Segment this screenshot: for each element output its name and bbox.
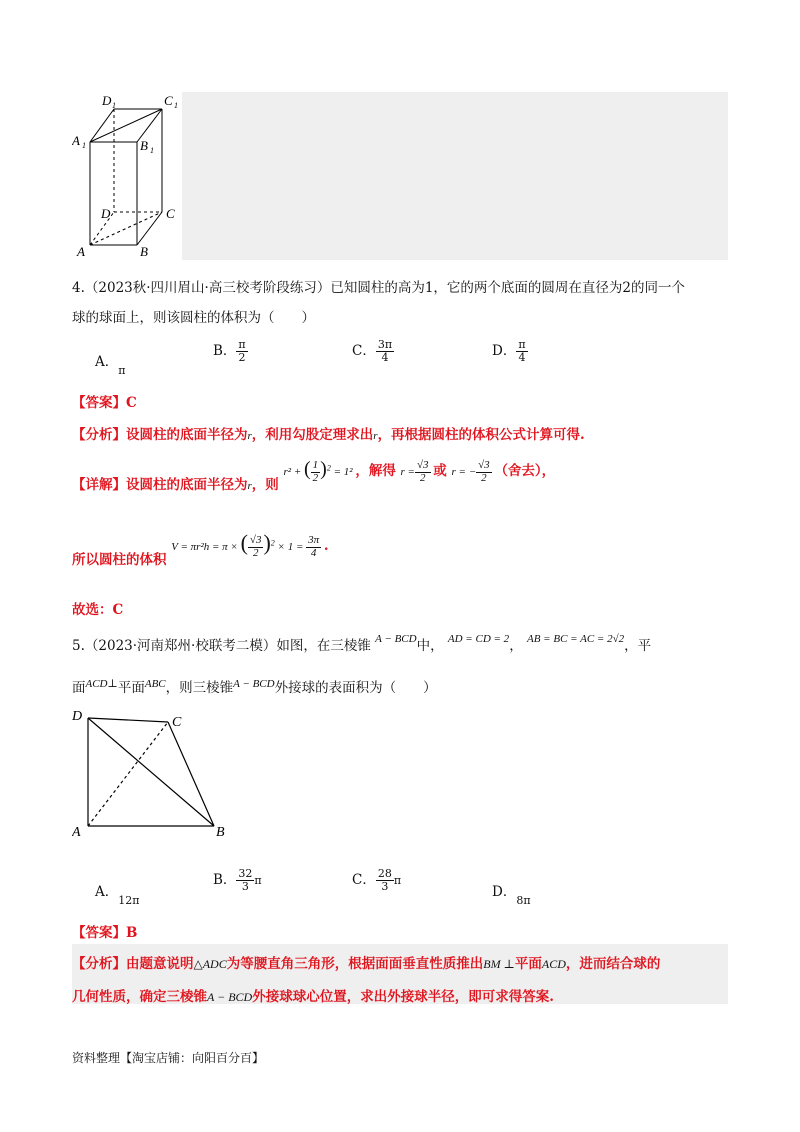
q5-analysis-line2: 几何性质，确定三棱锥A − BCD外接球球心位置，求出外接球半径，即可求得答案. <box>72 989 554 1005</box>
q5-analysis-line1: 【分析】由题意说明△ADC为等腰直角三角形，根据面面垂直性质推出BM ⊥平面ACD，进而结合球的 <box>72 956 661 972</box>
q4-line1 <box>72 282 685 296</box>
label-D: D <box>72 709 83 724</box>
q5-answer: 【答案】B <box>72 925 138 941</box>
tetrahedron-svg <box>72 704 242 844</box>
q4-line2: 球的球面上，则该圆柱的体积为（ ） <box>72 310 315 326</box>
label-A1-sub: 1 <box>82 141 86 150</box>
q4-stem-line1: 已知圆柱的高为1，它的两个底面的圆周在直径为2的同一个 <box>330 280 686 296</box>
q4-root-negative: r = − $\frac{√3}{2}$ <box>451 459 490 484</box>
q5-line1: 5.（2023·河南郑州·校联考二模）如图，在三棱锥 $^{A - BCD}$中， $^{AD = CD = 2}$， $^{AB = BC = AC = 2√2}$，平 <box>72 633 652 654</box>
q4-option-c[interactable]: C． $\frac{3\pi}{4}$ <box>352 338 393 364</box>
label-A: A <box>77 244 85 259</box>
q5-option-a[interactable]: A．$_{12\pi}$ <box>95 884 140 907</box>
label-A1: A <box>72 133 80 148</box>
label-B1-sub: 1 <box>150 146 154 155</box>
label-D1-sub: 1 <box>112 101 116 110</box>
label-D: D <box>101 206 111 221</box>
q4-option-d[interactable]: D． $\frac{\pi}{4}$ <box>492 338 526 364</box>
prism-svg <box>72 92 182 260</box>
label-A: A <box>72 825 81 840</box>
q4-equation: r² + ( $\frac{1}{2}$ )$^2$ = 1² <box>283 458 353 484</box>
figure-tetrahedron <box>72 704 242 844</box>
q4-analysis: 【分析】设圆柱的底面半径为r，利用勾股定理求出r，再根据圆柱的体积公式计算可得. <box>72 427 585 443</box>
label-B: B <box>216 825 225 840</box>
q4-number: 4. <box>72 280 85 296</box>
q5-option-b[interactable]: B． $\frac{32}{3}$ π <box>213 867 262 893</box>
label-C: C <box>172 715 182 730</box>
q4-volume-formula: V = πr²h = π × ( $\frac{√3}{2}$ )$^2$ × 1 = $\frac{3\pi}{4}$ <box>171 530 320 559</box>
label-C: C <box>166 206 175 221</box>
figure-prism <box>72 92 182 260</box>
label-B1: B <box>140 138 148 153</box>
q4-answer: 【答案】C <box>72 395 137 411</box>
q4-root-positive: r = $\frac{√3}{2}$ <box>400 459 429 484</box>
q4-detail: 【详解】设圆柱的底面半径为$_r$，则 r² + ( $\frac{1}{2}$ )$^2$ = 1² ，解得 r = $\frac{√3}{2}$ 或 r = − $\frac{√3}{2}$ （舍去）， <box>72 458 556 493</box>
label-C1-sub: 1 <box>174 101 178 110</box>
q5-line2: 面$^{ACD\perp}$平面$^{ABC}$，则三棱锥$^{A - BCD}$外接球的表面积为（ ） <box>72 678 437 696</box>
q4-choice: 故选：C <box>72 602 124 618</box>
q4-option-b[interactable]: B． $\frac{\pi}{2}$ <box>213 338 246 364</box>
q4-option-a[interactable]: A．$_\pi$ <box>95 354 126 377</box>
q4-volume: 所以圆柱的体积 V = πr²h = π × ( $\frac{√3}{2}$ )$^2$ × 1 = $\frac{3\pi}{4}$ . <box>72 530 329 568</box>
label-C1: C <box>164 93 173 108</box>
label-D1: D <box>102 93 112 108</box>
q4-source: （2023秋·四川眉山·高三校考阶段练习） <box>84 280 331 296</box>
q5-option-c[interactable]: C． $\frac{28}{3}$ π <box>352 867 402 893</box>
q5-option-d[interactable]: D．$_{8\pi}$ <box>492 884 531 907</box>
footer-source: 资料整理【淘宝店铺：向阳百分百】 <box>72 1051 265 1065</box>
label-B: B <box>140 244 148 259</box>
